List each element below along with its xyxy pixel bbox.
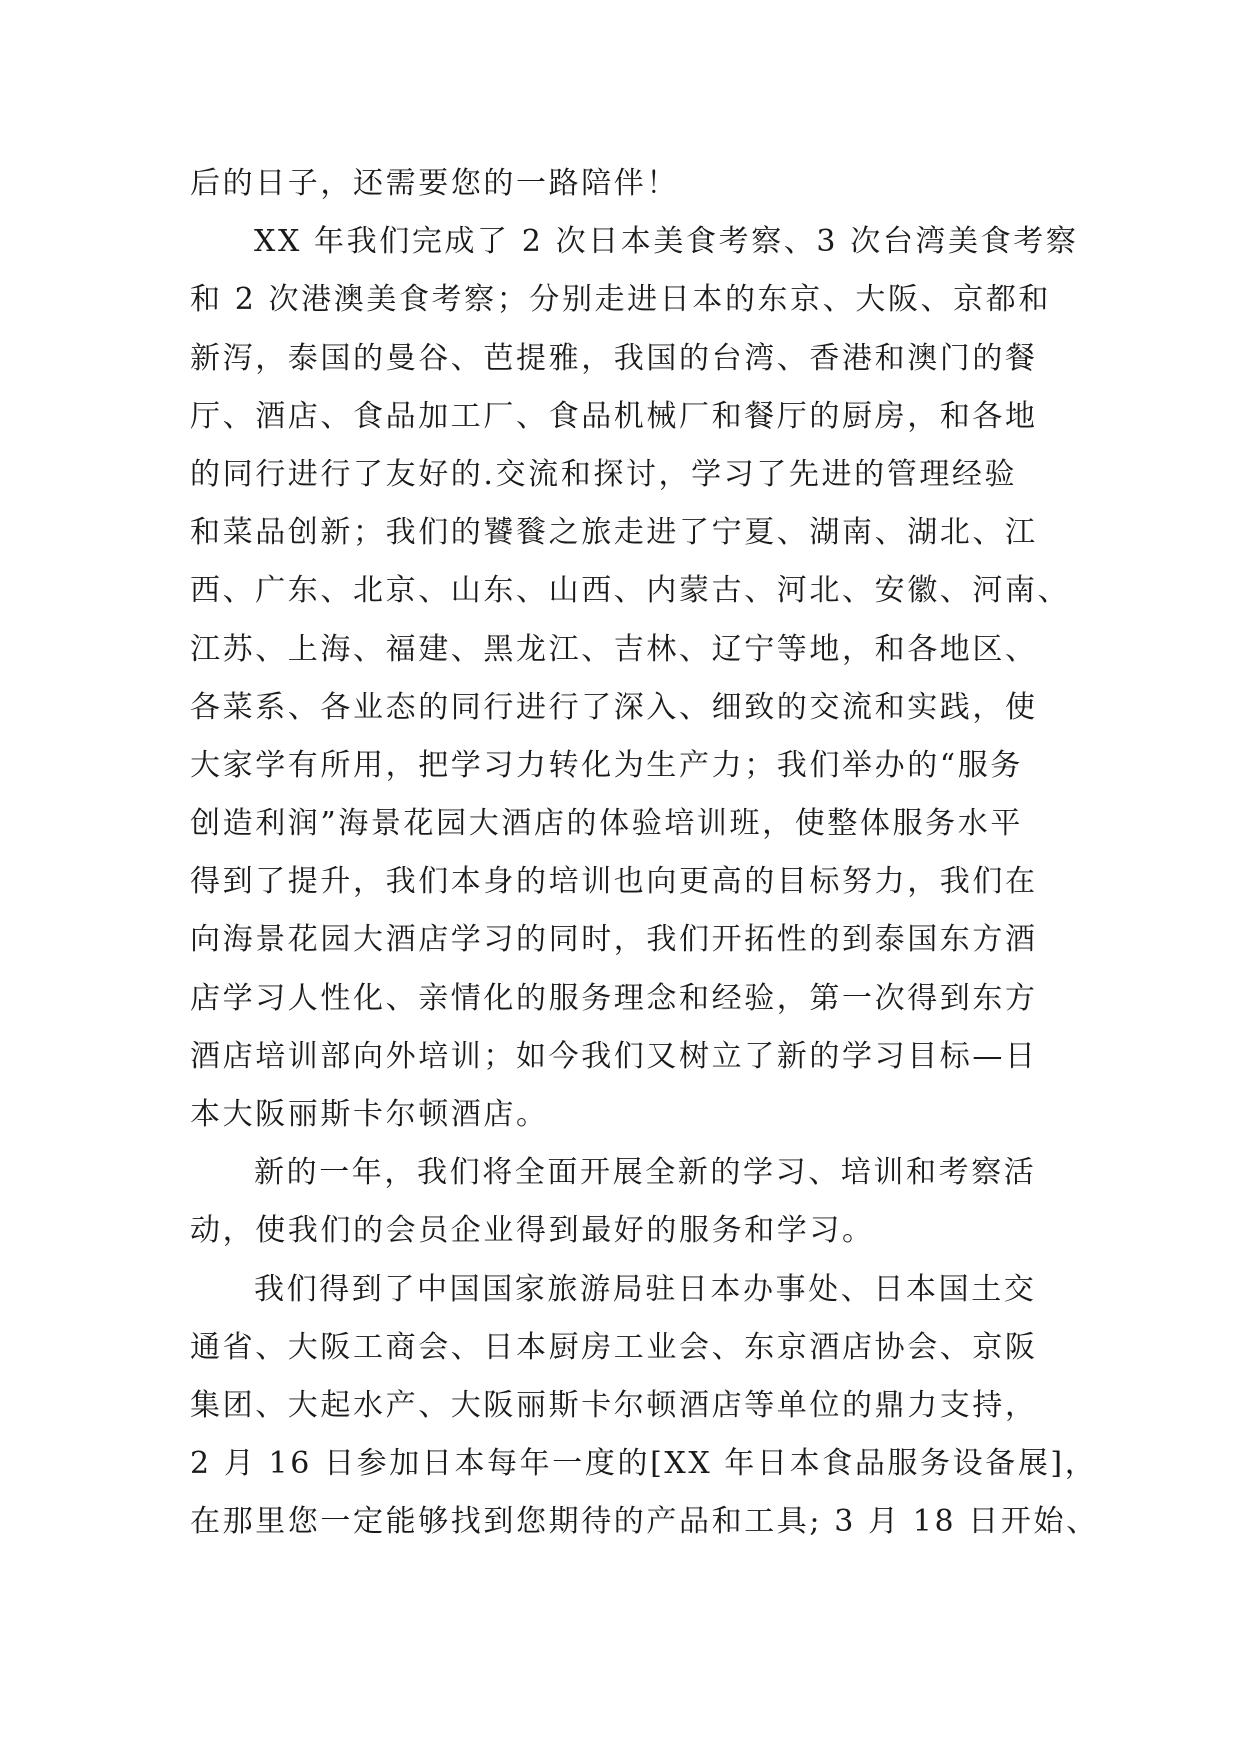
text-line: 的同行进行了友好的.交流和探讨，学习了先进的管理经验: [190, 456, 1018, 492]
text-line: 后的日子，还需要您的一路陪伴！: [190, 166, 679, 201]
text-line: 本大阪丽斯卡尔顿酒店。: [190, 1097, 549, 1132]
text-line: 新泻，泰国的曼谷、芭提雅，我国的台湾、香港和澳门的餐: [190, 340, 1038, 376]
text-line: 得到了提升，我们本身的培训也向更高的目标努力，我们在: [190, 864, 1038, 900]
text-line: 创造利润”海景花园大酒店的体验培训班，使整体服务水平: [190, 806, 1023, 842]
paragraph-start-line: XX 年我们完成了 2 次日本美食考察、3 次台湾美食考察: [254, 224, 1079, 260]
text-line: 江苏、上海、福建、黑龙江、吉林、辽宁等地，和各地区、: [190, 631, 1038, 667]
text-line: 和菜品创新；我们的饕餮之旅走进了宁夏、湖南、湖北、江: [190, 515, 1038, 551]
text-line: 西、广东、北京、山东、山西、内蒙古、河北、安徽、河南、: [190, 573, 1071, 609]
paragraph-start-line: 我们得到了中国国家旅游局驻日本办事处、日本国土交: [254, 1271, 1037, 1307]
text-line: 酒店培训部向外培训；如今我们又树立了新的学习目标—日: [190, 1038, 1038, 1074]
text-line: 动，使我们的会员企业得到最好的服务和学习。: [190, 1213, 875, 1249]
text-line: 在那里您一定能够找到您期待的产品和工具; 3 月 18 日开始、: [190, 1504, 1099, 1540]
text-line: 厅、酒店、食品加工厂、食品机械厂和餐厅的厨房，和各地: [190, 398, 1038, 434]
text-line: 各菜系、各业态的同行进行了深入、细致的交流和实践，使: [190, 689, 1038, 725]
text-line: 大家学有所用，把学习力转化为生产力；我们举办的“服务: [190, 747, 1023, 783]
paragraph-start-line: 新的一年，我们将全面开展全新的学习、培训和考察活: [254, 1155, 1037, 1191]
text-line: 通省、大阪工商会、日本厨房工业会、东京酒店协会、京阪: [190, 1329, 1038, 1365]
text-line: 和 2 次港澳美食考察；分别走进日本的东京、大阪、京都和: [190, 282, 1051, 318]
text-line: 2 月 16 日参加日本每年一度的[XX 年日本食品服务设备展]，: [190, 1446, 1098, 1482]
text-line: 集团、大起水产、大阪丽斯卡尔顿酒店等单位的鼎力支持，: [190, 1387, 1038, 1423]
text-line: 店学习人性化、亲情化的服务理念和经验，第一次得到东方: [190, 980, 1038, 1016]
text-line: 向海景花园大酒店学习的同时，我们开拓性的到泰国东方酒: [190, 922, 1038, 958]
body-text: [190, 155, 1099, 1552]
